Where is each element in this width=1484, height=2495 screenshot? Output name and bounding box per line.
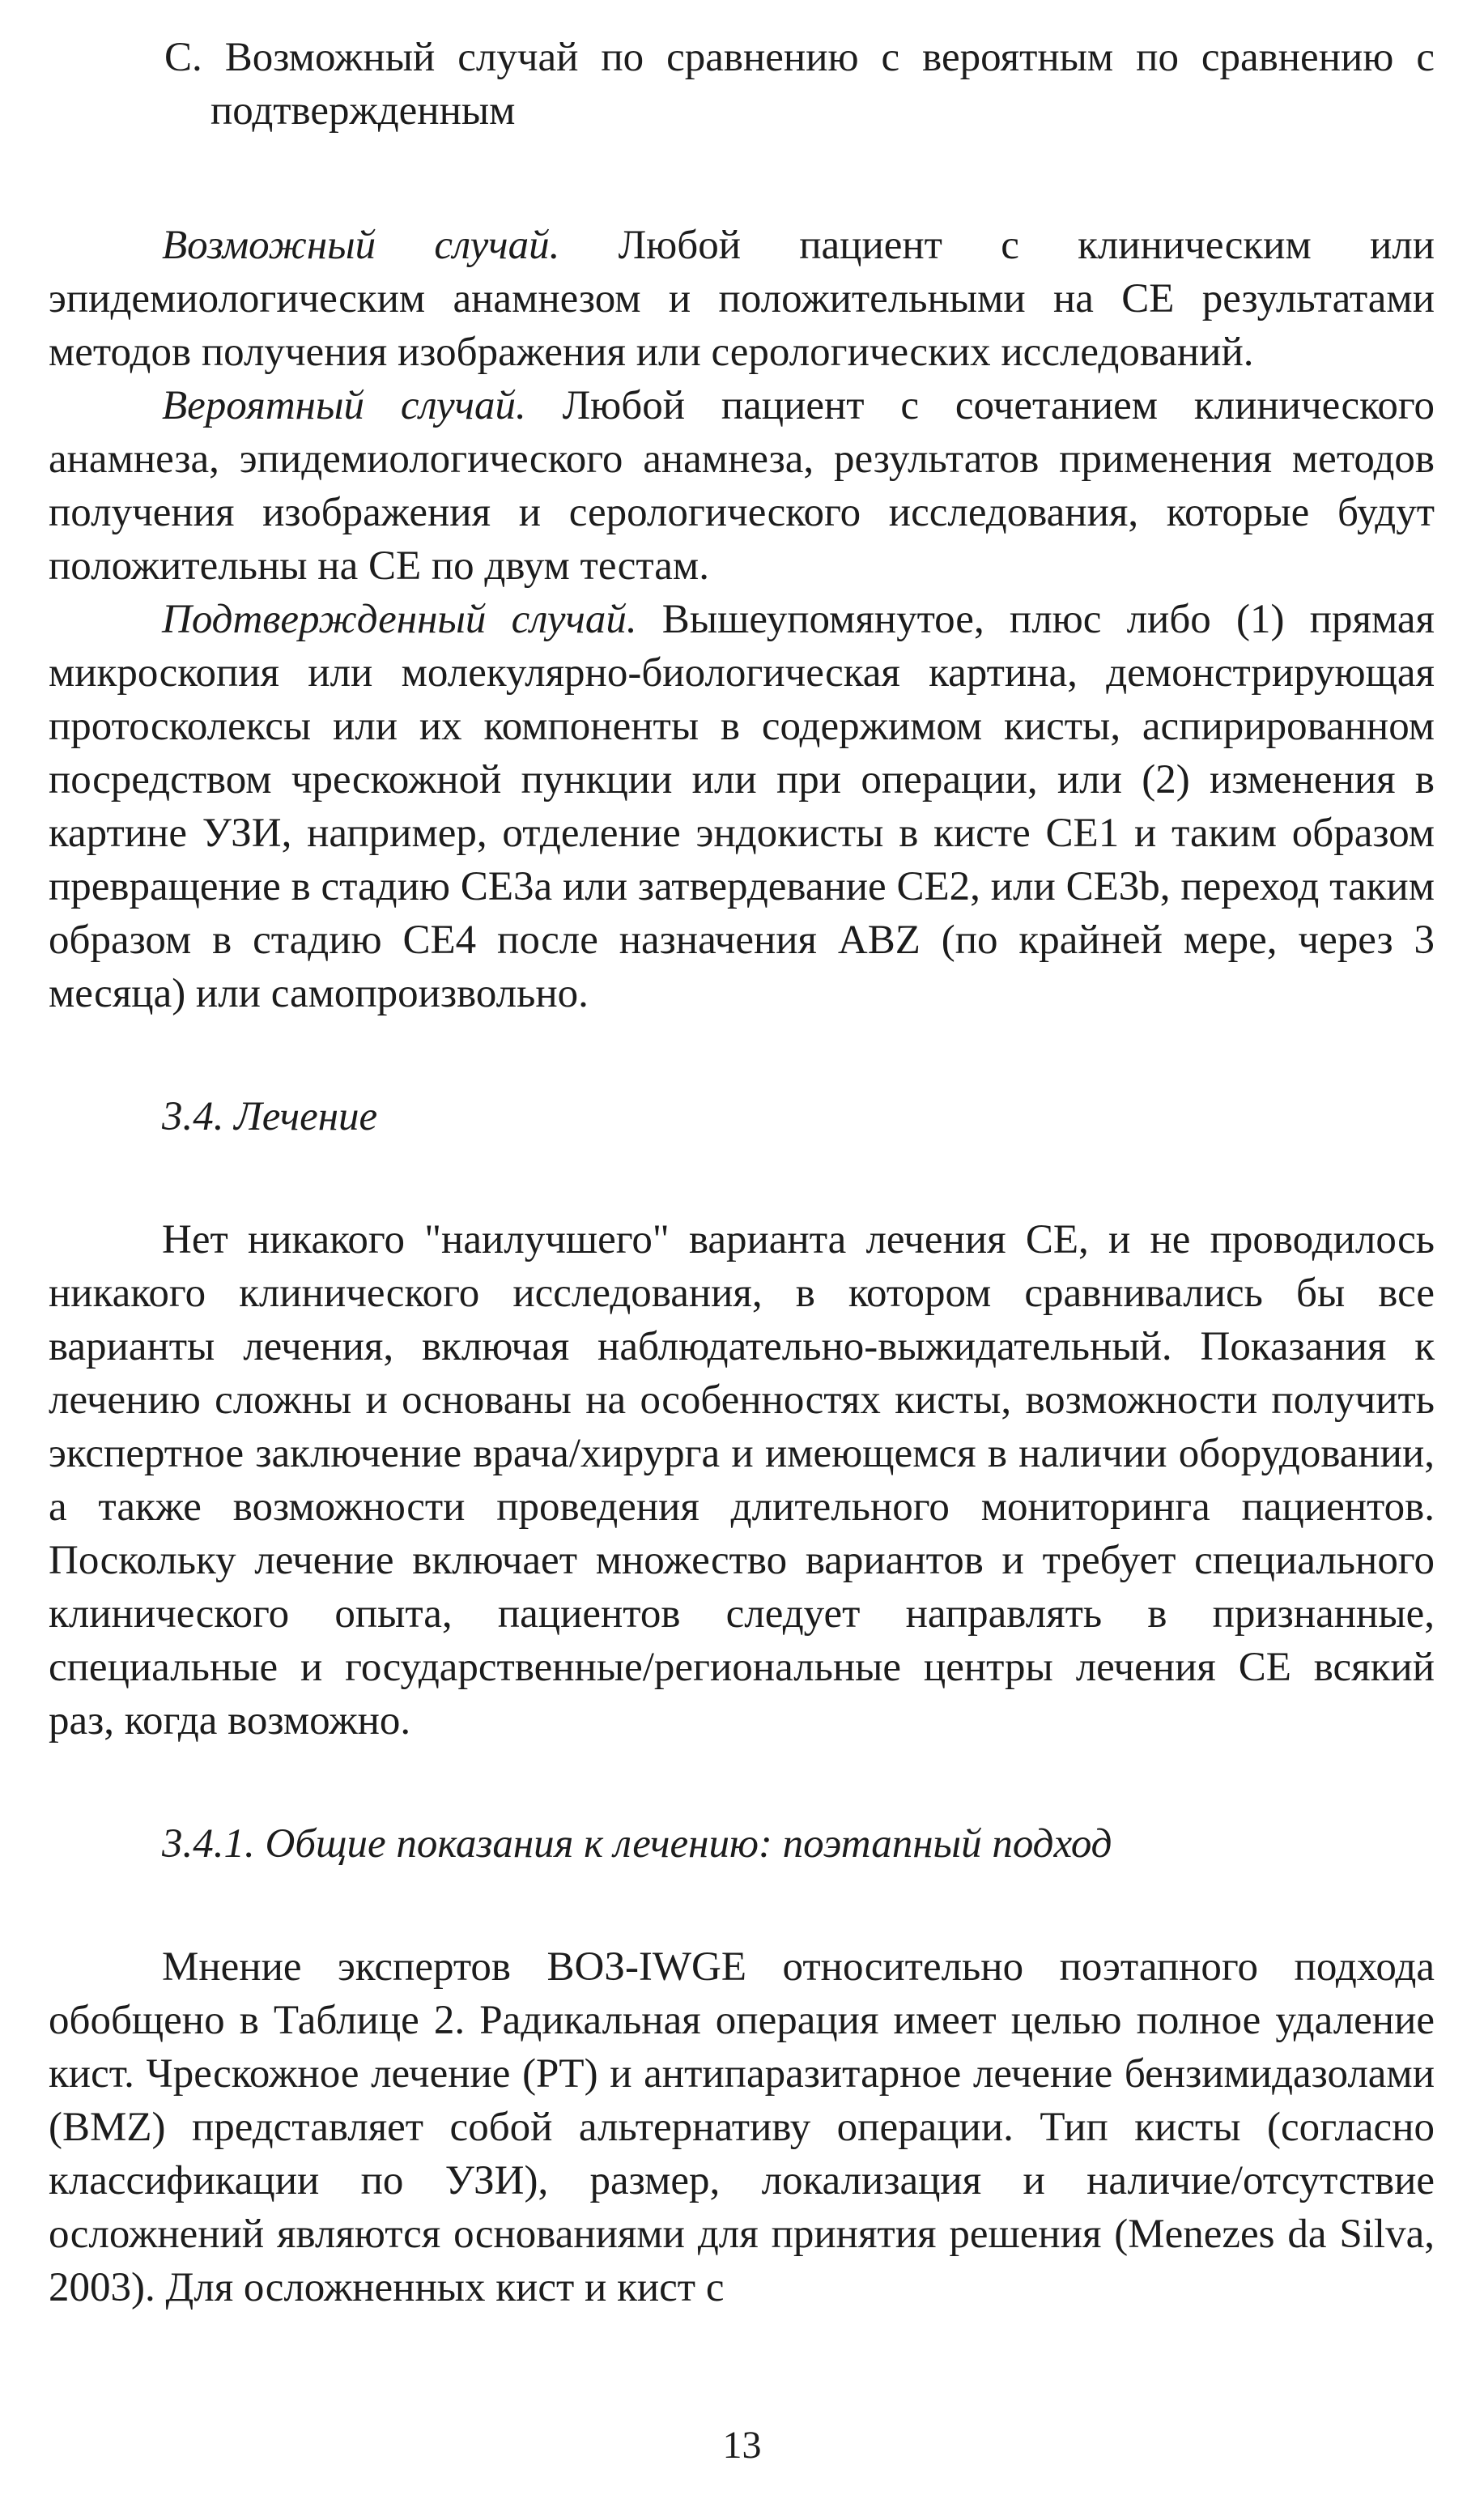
confirmed-case-text: Вышеупомянутое, плюс либо (1) прямая микроскопия или молекулярно-биологическая картина, демонстрирующая протосколексы или их компоненты в содержимом кисты, аспирированном посредством чрескожной пункции или при операции, или (2) изменения в картине УЗИ, например, отделение эндокисты в кисте CE1 и таким образом превращение в стадию CE3a или затвердевание CE2, или CE3b, переход таким образом в стадию CE4 после назначения ABZ (по крайней мере, через 3 месяца) или самопроизвольно. [49,597,1435,1016]
page-content [49,31,1435,2314]
spacer [49,1871,1435,1940]
treatment-paragraph: Нет никакого "наилучшего" варианта лечения СЕ, и не проводилось никакого клинического исследования, в котором сравнивались бы все варианты лечения, включая наблюдательно-выжидательный. Показания к лечению сложны и основаны на особенностях кисты, возможности получить экспертное заключение врача/хирурга и имеющемся в наличии оборудовании, а также возможности проведения длительного мониторинга пациентов. Поскольку лечение включает множество вариантов и требует специального клинического опыта, пациентов следует направлять в признанные, специальные и государственные/региональные центры лечения СЕ всякий раз, когда возможно. [49,1217,1435,1744]
confirmed-case-term: Подтвержденный случай. [162,597,637,642]
spacer [49,1748,1435,1817]
general-indications-paragraph: Мнение экспертов ВОЗ-IWGE относительно поэтапного подхода обобщено в Таблице 2. Радикальная операция имеет целью полное удаление кист. Чрескожное лечение (PT) и антипаразитарное лечение бензимидазолами (BMZ) представляет собой альтернативу операции. Тип кисты (согласно классификации по УЗИ), размер, локализация и наличие/отсутствие осложнений являются основаниями для принятия решения (Menezes da Silva, 2003). Для осложненных кист и кист с [49,1944,1435,2310]
section-heading-treatment: 3.4. Лечение [162,1094,378,1139]
probable-case-text: Любой пациент с сочетанием клинического анамнеза, эпидемиологического анамнеза, результатов применения методов получения изображения и серологического исследования, которые будут положительны на СЕ по двум тестам. [49,383,1435,589]
spacer [49,138,1435,219]
page-number: 13 [722,2424,762,2467]
possible-case-text: Любой пациент с клиническим или эпидемиологическим анамнезом и положительными на СЕ результатами методов получения изображения или серологических исследований. [49,223,1435,375]
probable-case-term: Вероятный случай. [162,383,526,428]
spacer [49,1020,1435,1090]
case-comparison-item: С. Возможный случай по сравнению с вероятным по сравнению с подтвержденным [164,35,1435,134]
possible-case-paragraph [49,219,1435,379]
possible-case-term: Возможный случай. [162,223,560,268]
spacer [49,1143,1435,1213]
probable-case-paragraph [49,379,1435,593]
section-heading-general-indications: 3.4.1. Общие показания к лечению: поэтапный подход [162,1821,1112,1867]
confirmed-case-paragraph [49,593,1435,1020]
